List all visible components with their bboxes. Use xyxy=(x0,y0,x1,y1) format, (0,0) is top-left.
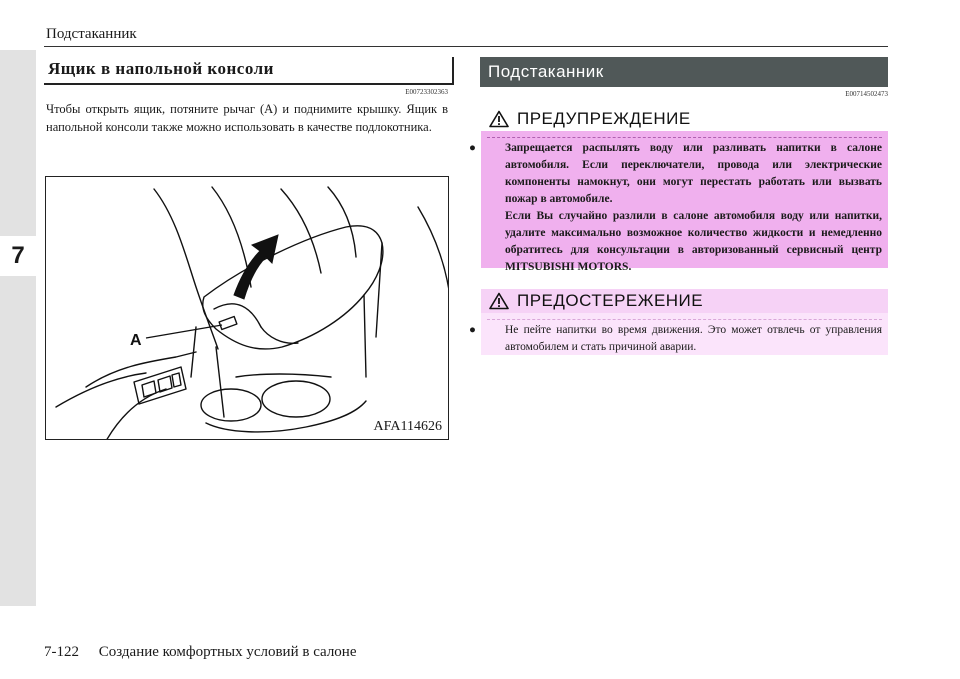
warning-title-bar xyxy=(481,107,888,131)
caution-para-1: ● Не пейте напитки во время движения. Это может отвлечь от управления автомобилем и стать причиной аварии. xyxy=(469,324,882,353)
side-strip xyxy=(0,50,36,606)
ref-code: E00723302363 xyxy=(405,88,448,96)
warning-title: ПРЕДУПРЕЖДЕНИЕ xyxy=(517,109,691,128)
ref-code-right: E00714502473 xyxy=(845,90,888,98)
warning-triangle-icon xyxy=(489,110,509,128)
figure-code: AFA114626 xyxy=(373,419,442,434)
body-text: Чтобы открыть ящик, потяните рычаг (A) и поднимите крышку. Ящик в напольной консоли также можно использовать в качестве подлокотника. xyxy=(46,102,448,134)
bullet-icon: ● xyxy=(469,142,476,154)
caution-title-bar xyxy=(481,289,888,313)
running-head: Подстаканник xyxy=(46,26,137,42)
caution-box xyxy=(469,289,888,355)
caution-triangle-icon xyxy=(489,292,509,310)
page-footer xyxy=(44,644,357,661)
console-box-illustration xyxy=(45,176,449,440)
callout-label-a: A xyxy=(130,332,142,349)
header-rule xyxy=(44,46,888,47)
console-line-art xyxy=(46,177,449,440)
bullet-icon: ● xyxy=(469,324,476,336)
caution-body xyxy=(469,319,882,356)
section-heading-console-box: Ящик в напольной консоли xyxy=(44,57,454,85)
warning-para-1: ● Запрещается распылять воду или разливать напитки в салоне автомобиля. Если переключатели, провода или электрические компоненты намокнут, они могут перестать работать или вызвать пожар в автомобиле. xyxy=(469,142,882,205)
caution-title: ПРЕДОСТЕРЕЖЕНИЕ xyxy=(517,291,704,310)
warning-box xyxy=(469,107,888,273)
footer-section: Создание комфортных условий в салоне xyxy=(98,644,357,660)
warning-body xyxy=(469,137,882,276)
chapter-tab: 7 xyxy=(0,236,36,276)
warning-para-2: Если Вы случайно разлили в салоне автомобиля воду или напитки, удалите максимально возможное количество жидкости и немедленно обратитесь для консультации в авторизованный сервисный центр MITSUBISHI MOTORS. xyxy=(505,210,882,273)
page-number: 7-122 xyxy=(44,644,79,660)
section-heading-cup-holder: Подстаканник xyxy=(480,57,888,87)
